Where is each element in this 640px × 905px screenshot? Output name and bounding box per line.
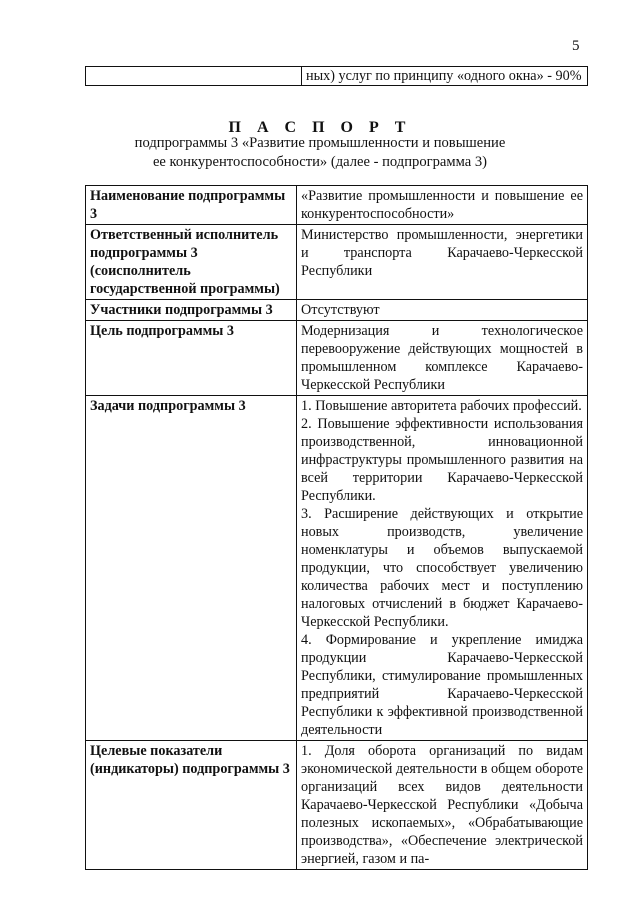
table-cell-empty [86, 67, 302, 86]
row-label: Задачи подпрограммы 3 [86, 396, 297, 741]
task-item: 3. Расширение действующих и открытие новых производств, увеличение номенклатуры и объемов выпускаемой продукции, что способствует увеличению количества рабочих мест и поступлению налоговых отчислений в бюджет Карачаево-Черкесской Республики. [301, 506, 583, 630]
table-row [86, 300, 588, 321]
row-label: Цель подпрограммы 3 [86, 321, 297, 396]
page-number: 5 [572, 38, 580, 54]
task-item: 1. Повышение авторитета рабочих профессий. [301, 398, 582, 414]
task-item: 2. Повышение эффективности использования производственной, инновационной инфраструктуры промышленного развития на всей территории Карачаево-Черкесской Республики. [301, 416, 583, 504]
passport-subtitle: ее конкурентоспособности» (далее - подпрограмма 3) [152, 154, 488, 170]
row-value: «Развитие промышленности и повышение ее конкурентоспособности» [297, 186, 588, 225]
task-item: 4. Формирование и укрепление имиджа продукции Карачаево-Черкесской Республики, стимулирование промышленных предприятий Карачаево-Черкесской Республики к эффективной производственной деятельности [301, 632, 583, 738]
table-row [86, 186, 588, 225]
row-label: Участники подпрограммы 3 [86, 300, 297, 321]
row-value: Модернизация и технологическое перевооружение действующих мощностей в промышленном комплексе Карачаево-Черкесской Республики [297, 321, 588, 396]
row-value: Отсутствуют [297, 300, 588, 321]
passport-table [85, 185, 588, 870]
continued-table [85, 66, 588, 86]
table-row [86, 741, 588, 870]
row-label: Целевые показатели (индикаторы) подпрограммы 3 [86, 741, 297, 870]
table-row [86, 67, 588, 86]
row-value: Министерство промышленности, энергетики и транспорта Карачаево-Черкесской Республики [297, 225, 588, 300]
row-value: 1. Доля оборота организаций по видам экономической деятельности в общем обороте организаций всех видов деятельности Карачаево-Черкесской Республики «Добыча полезных ископаемых», «Обрабатывающие производства», «Обеспечение электрической энергией, газом и па- [297, 741, 588, 870]
table-cell-text: ных) услуг по принципу «одного окна» - 90% [302, 67, 588, 86]
passport-subtitle: подпрограммы 3 «Развитие промышленности и повышение [134, 135, 506, 151]
row-label: Наименование подпрограммы 3 [86, 186, 297, 225]
table-row [86, 321, 588, 396]
table-row [86, 396, 588, 741]
table-row [86, 225, 588, 300]
row-value-tasks [297, 396, 588, 741]
row-label: Ответственный исполнитель подпрограммы 3 (соисполнитель государственной программы) [86, 225, 297, 300]
passport-title: П А С П О Р Т [228, 119, 412, 136]
